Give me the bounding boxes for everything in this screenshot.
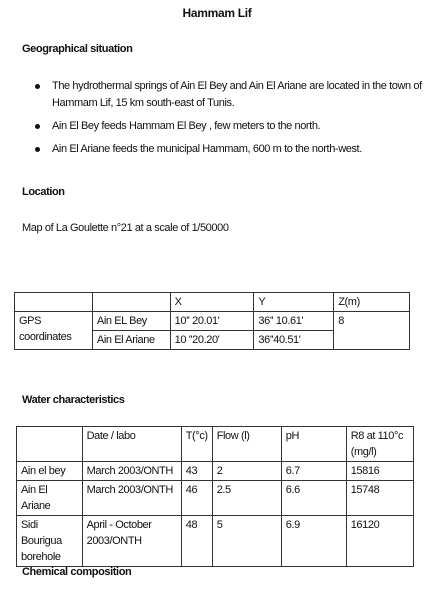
table-header-cell	[92, 293, 170, 312]
table-cell: 48	[181, 516, 212, 567]
table-cell: March 2003/ONTH	[82, 462, 181, 481]
table-cell: March 2003/ONTH	[82, 481, 181, 516]
table-cell: 8	[334, 312, 410, 350]
table-header-cell: T(°c)	[181, 427, 212, 462]
table-cell: Ain El Ariane	[92, 331, 170, 350]
table-header-row	[15, 293, 410, 312]
table-header-cell: Y	[254, 293, 334, 312]
table-header-cell	[17, 427, 83, 462]
bullet-icon	[35, 124, 40, 129]
table-row	[17, 462, 414, 481]
table-cell: 36'' 10.61'	[254, 312, 334, 331]
gps-table	[14, 292, 410, 350]
table-cell: 16120	[346, 516, 413, 567]
document-title: Hammam Lif	[182, 6, 252, 20]
heading-location: Location	[22, 186, 65, 198]
table-header-row	[17, 427, 414, 462]
table-cell: 36''40.51'	[254, 331, 334, 350]
bullet-icon	[35, 84, 40, 89]
table-cell: 43	[181, 462, 212, 481]
table-header-cell: R8 at 110°c (mg/l)	[346, 427, 413, 462]
table-header-cell	[15, 293, 93, 312]
water-table	[16, 426, 414, 567]
table-cell: 5	[212, 516, 281, 567]
table-cell: 15816	[346, 462, 413, 481]
table-cell: 2.5	[212, 481, 281, 516]
table-header-cell: Z(m)	[334, 293, 410, 312]
table-row	[17, 481, 414, 516]
table-cell: 46	[181, 481, 212, 516]
heading-water-characteristics: Water characteristics	[22, 394, 125, 406]
list-item: Ain El Ariane feeds the municipal Hammam, 600 m to the north-west.	[22, 141, 422, 158]
table-header-cell: X	[170, 293, 254, 312]
table-cell: 15748	[346, 481, 413, 516]
table-cell: Ain El Ariane	[17, 481, 83, 516]
table-header-cell: Flow (l)	[212, 427, 281, 462]
location-text: Map of La Goulette n°21 at a scale of 1/50000	[22, 222, 229, 234]
table-cell: 10'' 20.01'	[170, 312, 254, 331]
heading-geographical-situation: Geographical situation	[22, 43, 133, 55]
table-cell: April - October 2003/ONTH	[82, 516, 181, 567]
table-cell: 6.7	[281, 462, 346, 481]
table-cell: 6.6	[281, 481, 346, 516]
list-item: Ain El Bey feeds Hammam El Bey , few meters to the north.	[22, 118, 422, 135]
gps-row-label: GPS coordinates	[15, 312, 93, 350]
table-cell: Ain el bey	[17, 462, 83, 481]
heading-chemical-composition: Chemical composition	[22, 566, 132, 578]
list-item: The hydrothermal springs of Ain El Bey and Ain El Ariane are located in the town of Hammam Lif, 15 km south-east of Tunis.	[22, 78, 422, 112]
table-cell: Ain EL Bey	[92, 312, 170, 331]
table-cell: 2	[212, 462, 281, 481]
geo-bullet-list	[22, 78, 422, 164]
table-header-cell: Date / labo	[82, 427, 181, 462]
table-cell: 6.9	[281, 516, 346, 567]
table-cell: 10 ''20.20'	[170, 331, 254, 350]
bullet-icon	[35, 147, 40, 152]
table-row	[17, 516, 414, 567]
table-header-cell: pH	[281, 427, 346, 462]
table-cell: Sidi Bourigua borehole	[17, 516, 83, 567]
table-row	[15, 312, 410, 331]
